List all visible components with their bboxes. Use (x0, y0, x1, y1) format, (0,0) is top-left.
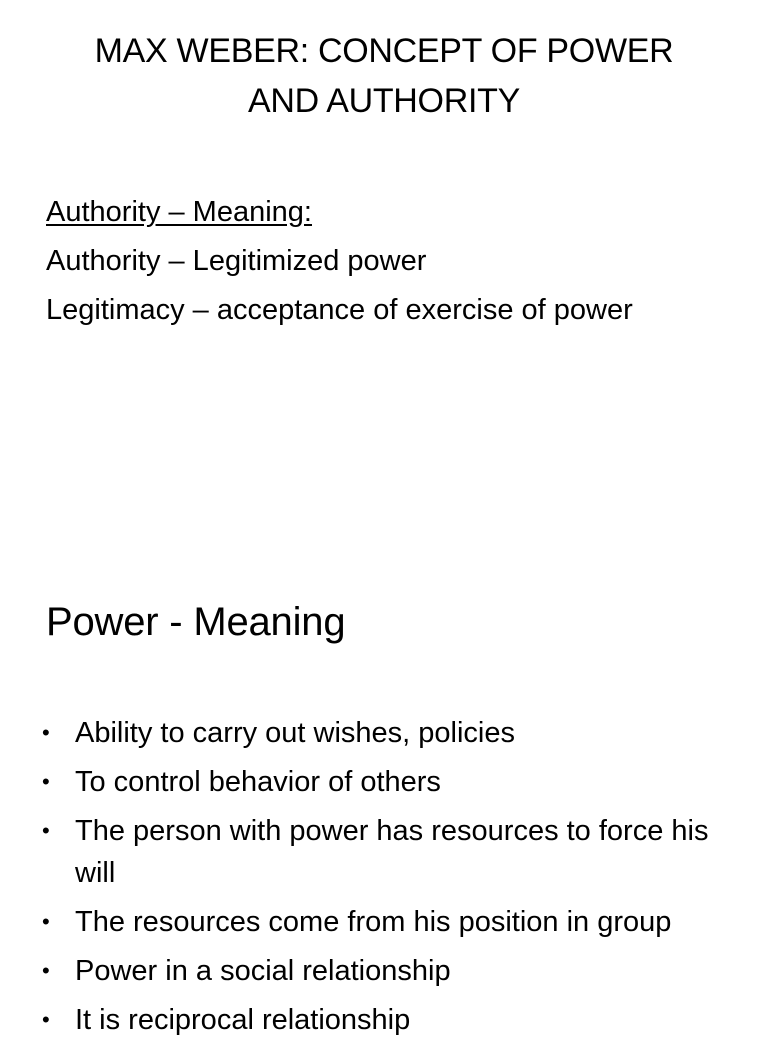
bullet-text: Power in a social relationship (75, 955, 451, 987)
slide-1-body (46, 188, 736, 335)
bullet-item (40, 901, 730, 943)
slide-1-title-line-1: MAX WEBER: CONCEPT OF POWER (94, 32, 674, 70)
bullet-item (40, 761, 730, 803)
bullet-text: It is reciprocal relationship (75, 1004, 411, 1036)
bullet-item (40, 810, 730, 894)
bullet-icon: • (42, 1007, 50, 1032)
bullet-item (40, 712, 730, 754)
bullet-text: The person with power has resources to force his will (75, 815, 709, 889)
bullet-icon: • (42, 769, 50, 794)
slide-2-title: Power - Meaning (46, 600, 346, 644)
bullet-text: To control behavior of others (75, 766, 441, 798)
authority-definition: Authority – Legitimized power (46, 245, 427, 277)
legitimacy-definition: Legitimacy – acceptance of exercise of power (46, 294, 633, 326)
slide-1-title (40, 26, 728, 126)
slide-1-title-line-2: AND AUTHORITY (248, 82, 520, 120)
power-bullet-list (40, 712, 730, 1048)
bullet-item (40, 950, 730, 992)
authority-meaning-heading: Authority – Meaning: (46, 196, 312, 228)
slide-2 (0, 576, 768, 1036)
bullet-item (40, 999, 730, 1041)
bullet-icon: • (42, 958, 50, 983)
bullet-icon: • (42, 818, 50, 843)
bullet-text: Ability to carry out wishes, policies (75, 717, 515, 749)
bullet-icon: • (42, 909, 50, 934)
bullet-text: The resources come from his position in group (75, 906, 672, 938)
bullet-icon: • (42, 720, 50, 745)
